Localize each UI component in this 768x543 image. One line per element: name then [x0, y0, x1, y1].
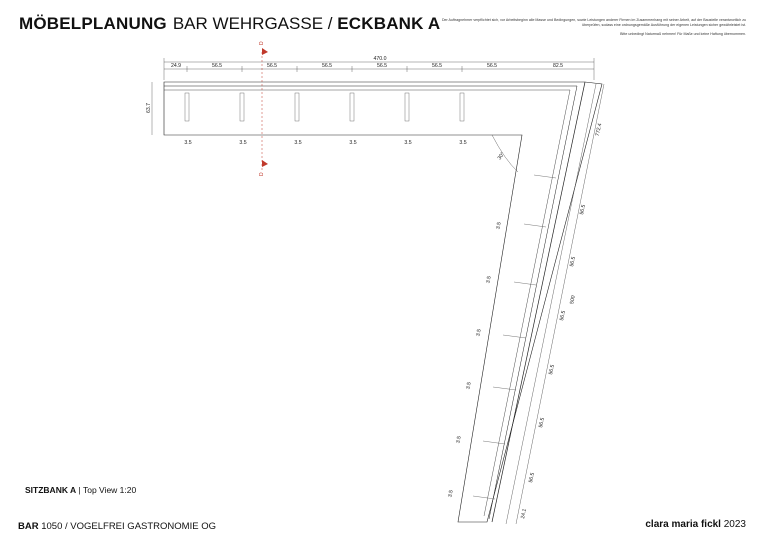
post [503, 335, 526, 338]
view-caption [25, 485, 136, 495]
title-item: ECKBANK A [337, 14, 441, 33]
caption-view: Top View 1:20 [82, 485, 137, 495]
caption-label: SITZBANK A [25, 485, 77, 495]
dim-post: 3.5 [495, 221, 503, 230]
dim-leg-seg: 56.5 [538, 417, 547, 429]
title-project: BAR WEHRGASSE / [172, 14, 333, 33]
footer-bar-label: BAR [18, 521, 39, 532]
post [460, 93, 464, 121]
dim-total: 470.0 [373, 56, 387, 62]
post [185, 93, 189, 121]
dim-leg-seg: 56.5 [528, 472, 537, 484]
author-year: 2023 [723, 519, 746, 530]
author-name: clara maria fickl [645, 519, 721, 530]
dim-line [516, 84, 604, 524]
post [473, 496, 495, 499]
note-line-2: auf der Baustelle verantwortlich zu überprüfen, sodass eine ordnungsgemäße Ausführung der eigenen Leistungen sicher gewährleistet ist. [582, 18, 746, 28]
note-line-3: Bitte unbedingt Naturmaß nehmen! Für Maße und keine Haftung übernommen. [620, 31, 746, 36]
dim-leg-seg: 56.5 [579, 204, 588, 216]
dim-seg: 24.9 [170, 63, 182, 69]
dim-angle: 30° [496, 151, 507, 162]
dim-post: 3.5 [349, 140, 357, 146]
post [240, 93, 244, 121]
dim-post: 3.5 [459, 140, 467, 146]
dim-post: 3.5 [184, 140, 192, 146]
dim-post: 3.5 [455, 435, 463, 444]
dim-seg: 82.5 [552, 63, 564, 69]
dim-seg: 56.5 [211, 63, 223, 69]
post [405, 93, 409, 121]
dim-seg: 56.5 [486, 63, 498, 69]
dim-post: 3.5 [294, 140, 302, 146]
title-main: MÖBELPLANUNG [19, 14, 167, 33]
caption-sep: | [78, 485, 81, 495]
dim-post: 3.5 [485, 275, 493, 284]
dim-leg-total: 500 [569, 294, 577, 305]
section-label-bottom: D [259, 172, 265, 176]
dim-post: 3.5 [239, 140, 247, 146]
footer-author [645, 519, 746, 530]
post [493, 387, 516, 390]
section-label-top: D [259, 41, 265, 45]
dim-leg-seg: 56.5 [559, 310, 568, 322]
post [483, 441, 505, 444]
dim-seg: 56.5 [376, 63, 388, 69]
dim-seg: 56.5 [321, 63, 333, 69]
dim-depth: 63.7 [146, 102, 152, 114]
dim-post: 3.5 [475, 328, 483, 337]
post [350, 93, 354, 121]
dim-leg-seg: 56.5 [569, 256, 578, 268]
section-arrow-top [262, 48, 268, 55]
dim-leg-end: 24.1 [520, 508, 529, 520]
angle-arc [492, 135, 518, 172]
dim-post: 3.5 [404, 140, 412, 146]
bench-outline [164, 82, 602, 522]
section-arrow-bottom [262, 160, 268, 167]
post [295, 93, 299, 121]
dim-seg: 56.5 [266, 63, 278, 69]
backrest-line [164, 86, 577, 519]
dim-seg: 56.5 [431, 63, 443, 69]
note-line-1: Der Auftragnehmer verpflichtet sich, vor Arbeitsbeginn alle Masse und Bedingungen, sowie Leistungen anderer Firmen im Zusammenhang mit seiner Arbeit, [441, 18, 691, 22]
dim-leg-overall: 772.4 [594, 122, 604, 137]
post [514, 282, 536, 285]
dim-leg-seg: 56.5 [548, 364, 557, 376]
footer-client-name: 1050 / VOGELFREI GASTRONOMIE OG [41, 521, 216, 532]
dim-post: 3.5 [447, 489, 455, 498]
dim-post: 3.5 [465, 381, 473, 390]
footer-client [18, 521, 216, 532]
backrest-line-2 [164, 90, 570, 516]
